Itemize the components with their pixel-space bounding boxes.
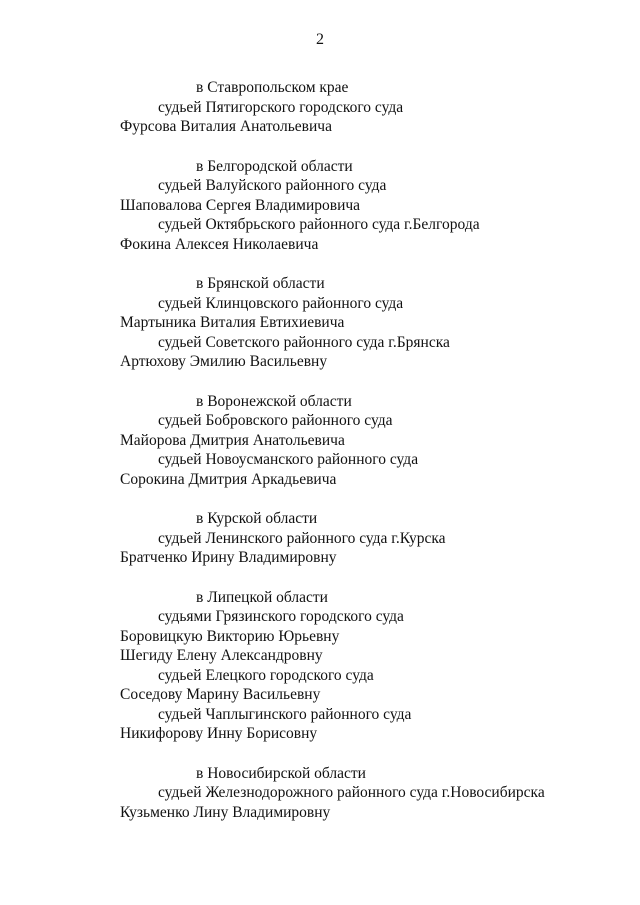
court-line: судьей Октябрьского районного суда г.Белгорода <box>158 216 480 233</box>
judge-name: Артюхову Эмилию Васильевну <box>120 353 328 370</box>
judge-name: Никифорову Инну Борисовну <box>120 725 318 742</box>
court-line: судьей Клинцовского районного суда <box>158 294 404 312</box>
court-line: судьей Ленинского районного суда г.Курска <box>158 529 446 547</box>
judge-name: Соседову Марину Васильевну <box>120 686 321 703</box>
region-heading: в Белгородской области <box>196 157 353 175</box>
judge-name: Фокина Алексея Николаевича <box>120 235 319 253</box>
court-line: судьями Грязинского городского суда <box>158 608 404 625</box>
judge-name: Майорова Дмитрия Анатольевича <box>120 431 345 449</box>
judge-name: Фурсова Виталия Анатольевича <box>120 118 332 135</box>
judge-name: Братченко Ирину Владимировну <box>120 549 337 566</box>
page-number: 2 <box>316 31 324 48</box>
court-line: судьей Валуйского районного суда <box>158 177 387 194</box>
court-line: судьей Чаплыгинского районного суда <box>158 705 412 723</box>
document-body <box>0 78 640 842</box>
region-heading: в Курской области <box>196 510 318 527</box>
region-section <box>0 392 640 490</box>
court-line: судьей Новоусманского районного суда <box>158 451 419 468</box>
judge-name: Шаповалова Сергея Владимировича <box>120 196 361 214</box>
court-line: судьей Железнодорожного районного суда г.Новосибирска <box>158 784 545 801</box>
judge-name: Мартыника Виталия Евтихиевича <box>120 314 345 331</box>
judge-name: Шегиду Елену Александровну <box>120 647 323 664</box>
court-line: судьей Елецкого городского суда <box>158 666 374 684</box>
court-line: судьей Советского районного суда г.Брянска <box>158 333 450 351</box>
judge-name: Кузьменко Лину Владимировну <box>120 803 331 821</box>
region-heading: в Брянской области <box>196 275 325 292</box>
region-section <box>0 274 640 372</box>
court-line: судьей Бобровского районного суда <box>158 412 393 429</box>
region-heading: в Воронежской области <box>196 392 352 410</box>
judge-name: Боровицкую Викторию Юрьевну <box>120 627 340 645</box>
region-section <box>0 588 640 744</box>
region-section <box>0 764 640 823</box>
region-section <box>0 157 640 255</box>
court-line: судьей Пятигорского городского суда <box>158 98 404 116</box>
region-section <box>0 509 640 568</box>
region-heading: в Новосибирской области <box>196 764 366 782</box>
region-heading: в Липецкой области <box>196 588 328 606</box>
region-heading: в Ставропольском крае <box>196 79 349 96</box>
judge-name: Сорокина Дмитрия Аркадьевича <box>120 470 337 488</box>
region-section <box>0 78 640 137</box>
